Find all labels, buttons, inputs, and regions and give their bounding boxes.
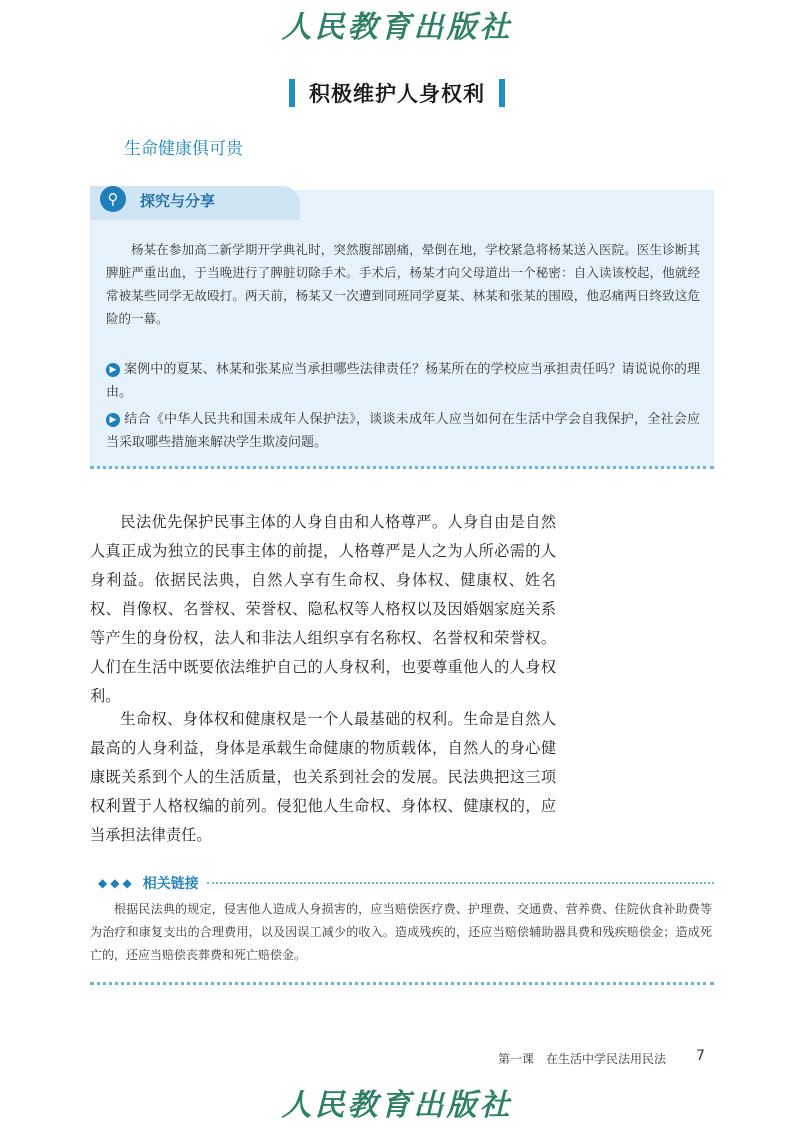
- related-links-label: 相关链接: [142, 876, 199, 892]
- publisher-watermark-bottom: 人民教育出版社: [281, 1088, 513, 1123]
- lesson-title: 积极维护人身权利: [309, 82, 485, 106]
- question-text: 案例中的夏某、林某和张某应当承担哪些法律责任？杨某所在的学校应当承担责任吗？请说说你的理由。: [106, 362, 700, 400]
- magnifier-icon: ⚲: [100, 186, 126, 212]
- body-paragraph: 生命权、身体权和健康权是一个人最基础的权利。生命是自然人最高的人身利益，身体是承载生命健康的物质载体，自然人的身心健康既关系到个人的生活质量，也关系到社会的发展。民法典把这三项权利置于人格权编的前列。侵犯他人生命权、身体权、健康权的，应当承担法律责任。: [90, 710, 556, 844]
- related-links-header: [98, 872, 714, 894]
- body-paragraph: 民法优先保护民事主体的人身自由和人格尊严。人身自由是自然人真正成为独立的民事主体的前提，人格尊严是人之为人所必需的人身利益。依据民法典，自然人享有生命权、身体权、健康权、姓名权、肖像权、名誉权、荣誉权、隐私权等人格权以及因婚姻家庭关系等产生的身份权，法人和非法人组织享有名称权、名誉权和荣誉权。人们在生活中既要依法维护自己的人身权利，也要尊重他人的人身权利。: [90, 513, 556, 705]
- question-item: [106, 408, 700, 454]
- publisher-watermark-top: 人民教育出版社: [281, 10, 513, 45]
- explore-tab: [90, 186, 300, 220]
- question-item: [106, 358, 700, 404]
- dotted-divider: [90, 982, 714, 985]
- related-links-text: 根据民法典的规定，侵害他人造成人身损害的，应当赔偿医疗费、护理费、交通费、营养费、住院伙食补助费等为治疗和康复支出的合理费用，以及因误工减少的收入。造成残疾的，还应当赔偿辅助器具费和残疾赔偿金；造成死亡的，还应当赔偿丧葬费和死亡赔偿金。: [90, 902, 712, 962]
- play-arrow-icon: ▶: [106, 413, 120, 427]
- explore-label: 探究与分享: [140, 192, 216, 210]
- page-number: 7: [696, 1048, 705, 1064]
- explore-share-box: [90, 190, 714, 468]
- play-arrow-icon: ▶: [106, 363, 120, 377]
- title-bar-right: [499, 79, 505, 107]
- case-story: 杨某在参加高二新学期开学典礼时，突然腹部剧痛，晕倒在地，学校紧急将杨某送入医院。医生诊断其脾脏严重出血，于当晚进行了脾脏切除手术。手术后，杨某才向父母道出一个秘密：自入读该校起，他就经常被某些同学无故殴打。两天前，杨某又一次遭到同班同学夏某、林某和张某的围殴，他忍痛两日终致这危险的一幕。: [106, 242, 700, 326]
- dotted-divider: [90, 466, 714, 469]
- dotted-leader: [207, 882, 714, 884]
- title-bar-left: [289, 79, 295, 107]
- question-text: 结合《中华人民共和国未成年人保护法》，谈谈未成年人应当如何在生活中学会自我保护，全社会应当采取哪些措施来解决学生欺凌问题。: [106, 412, 700, 450]
- lesson-title-block: [0, 76, 794, 110]
- diamond-bullets-icon: ◆◆◆: [98, 876, 135, 890]
- footer-lesson-name: 第一课 在生活中学民法用民法: [498, 1052, 667, 1066]
- section-title: 生命健康俱可贵: [124, 139, 243, 159]
